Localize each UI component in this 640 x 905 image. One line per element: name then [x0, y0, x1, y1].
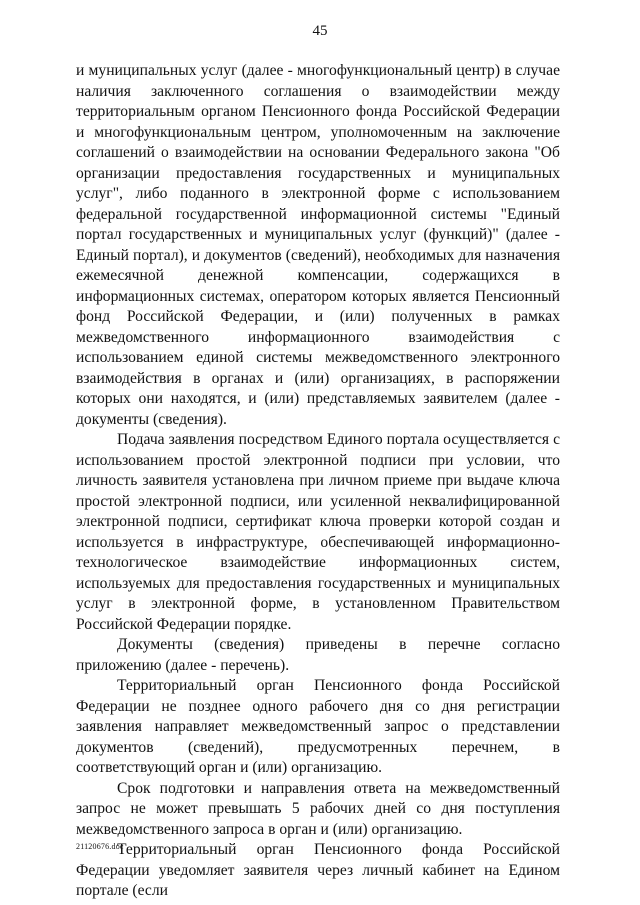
page-number: 45 — [312, 23, 328, 39]
document-footer-filename: 21120676.doc — [76, 842, 124, 851]
paragraph-electronic-signature: Подача заявления посредством Единого портала осуществляется с использованием простой электронной подписи при условии, что личность заявителя установлена при личном приеме при выдаче ключа простой электронной подписи, или усиленной неквалифицированной электронной подписи, сертификат ключа проверки которой создан и используется в инфраструктуре, обеспечивающей информационно-технологическое взаимодействие информационных систем, используемых для предоставления государственных и муниципальных услуг в электронной форме, в установленном Правительством Российской Федерации порядке. — [76, 431, 560, 633]
paragraph-response-deadline: Срок подготовки и направления ответа на межведомственный запрос не может превышать 5 рабочих дней со дня поступления межведомственного запроса в орган и (или) организацию. — [76, 779, 560, 838]
paragraph-interagency-request: Территориальный орган Пенсионного фонда Российской Федерации не позднее одного рабочего дня со дня регистрации заявления направляет межведомственный запрос о представлении документов (сведений), предусмотренных перечнем, в соответствующий орган и (или) организацию. — [76, 677, 560, 776]
paragraph-documents-list: Документы (сведения) приведены в перечне согласно приложению (далее - перечень). — [76, 636, 560, 674]
paragraph-continuation: и муниципальных услуг (далее - многофункциональный центр) в случае наличия заключенного соглашения о взаимодействии между территориальным органом Пенсионного фонда Российской Федерации и многофункциональным центром, уполномоченным на заключение соглашений о взаимодействии на основании Федерального закона "Об организации предоставления государственных и муниципальных услуг", либо поданного в электронной форме с использованием федеральной государственной информационной системы "Единый портал государственных и муниципальных услуг (функций)" (далее - Единый портал), и документов (сведений), необходимых для назначения ежемесячной денежной компенсации, содержащихся в информационных системах, оператором которых является Пенсионный фонд Российской Федерации, и (или) полученных в рамках межведомственного информационного взаимодействия с использованием единой системы межведомственного электронного взаимодействия в органах и (или) организациях, в распоряжении которых они находятся, и (или) представляемых заявителем (далее - документы (сведения). — [76, 62, 560, 428]
paragraph-applicant-notification: Территориальный орган Пенсионного фонда Российской Федерации уведомляет заявителя через личный кабинет на Едином портале (если — [76, 841, 560, 899]
document-body — [76, 61, 560, 902]
